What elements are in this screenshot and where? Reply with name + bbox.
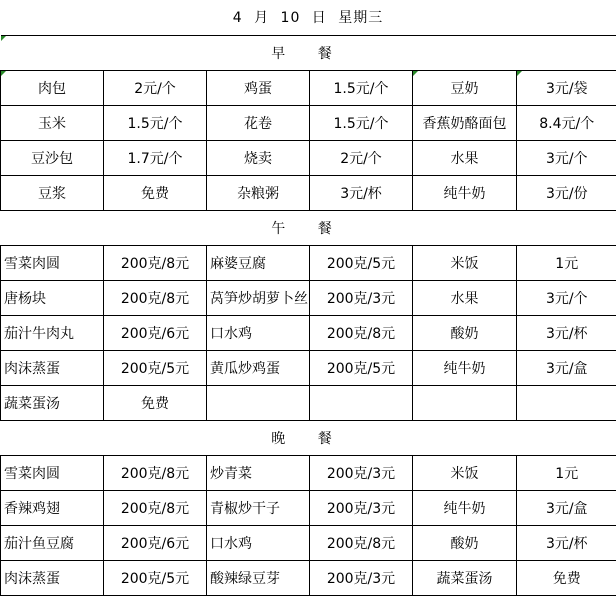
price-cell: 2元/个: [310, 141, 413, 176]
dish-name-cell: 酸奶: [413, 526, 517, 561]
price-cell: 200克/3元: [310, 281, 413, 316]
cell-corner-mark: [1, 71, 6, 76]
dish-name-cell: 茄汁牛肉丸: [1, 316, 104, 351]
dish-name-cell: 雪菜肉圆: [1, 456, 104, 491]
dish-name-cell: 蔬菜蛋汤: [413, 561, 517, 596]
dish-name-cell: 豆浆: [1, 176, 104, 211]
lunch-row: [1, 316, 616, 351]
lunch-header-row: [1, 211, 616, 246]
breakfast-heading: 早 餐: [1, 36, 616, 71]
dinner-heading: 晚 餐: [1, 421, 616, 456]
price-cell: 2元/个: [104, 71, 207, 106]
price-cell: 1元: [517, 456, 616, 491]
price-cell: 200克/5元: [104, 351, 207, 386]
dinner-row: [1, 526, 616, 561]
dish-name-cell: 酸辣绿豆芽: [207, 561, 310, 596]
breakfast-row: [1, 106, 616, 141]
dish-name-cell: 肉沫蒸蛋: [1, 351, 104, 386]
price-cell: 200克/8元: [310, 316, 413, 351]
dish-name-cell: [413, 386, 517, 421]
dish-name-cell: 黄瓜炒鸡蛋: [207, 351, 310, 386]
price-cell: 200克/8元: [104, 246, 207, 281]
lunch-row: [1, 281, 616, 316]
price-cell: 1.5元/个: [104, 106, 207, 141]
price-cell: 200克/6元: [104, 526, 207, 561]
menu-table: [0, 35, 616, 596]
dish-name-cell: 蔬菜蛋汤: [1, 386, 104, 421]
lunch-row: [1, 351, 616, 386]
dish-name-cell: 水果: [413, 141, 517, 176]
price-cell: 200克/3元: [310, 561, 413, 596]
price-cell: 免费: [104, 386, 207, 421]
dish-name-cell: 口水鸡: [207, 316, 310, 351]
dish-name-cell: 茄汁鱼豆腐: [1, 526, 104, 561]
cell-corner-mark: [1, 36, 6, 41]
lunch-row: [1, 246, 616, 281]
dinner-header-row: [1, 421, 616, 456]
price-cell: 3元/个: [517, 281, 616, 316]
dish-name-cell: 纯牛奶: [413, 491, 517, 526]
price-cell: 1元: [517, 246, 616, 281]
price-cell: 1.7元/个: [104, 141, 207, 176]
dish-name-cell: 花卷: [207, 106, 310, 141]
dish-name-cell: 纯牛奶: [413, 176, 517, 211]
price-cell: 200克/8元: [310, 526, 413, 561]
dish-name-cell: 鸡蛋: [207, 71, 310, 106]
price-cell: 3元/个: [517, 141, 616, 176]
dish-name-cell: 玉米: [1, 106, 104, 141]
menu-date-title: 4 月 10 日 星期三: [232, 10, 384, 26]
price-cell: 免费: [517, 561, 616, 596]
price-cell: 免费: [104, 176, 207, 211]
price-cell: 200克/5元: [104, 561, 207, 596]
cell-corner-mark: [517, 71, 522, 76]
dish-name-cell: [207, 386, 310, 421]
dish-name-cell: 青椒炒干子: [207, 491, 310, 526]
price-cell: 1.5元/个: [310, 71, 413, 106]
price-cell: 3元/份: [517, 176, 616, 211]
price-cell: [517, 386, 616, 421]
price-cell: 8.4元/个: [517, 106, 616, 141]
price-cell: 3元/杯: [310, 176, 413, 211]
price-cell: 3元/盒: [517, 491, 616, 526]
price-cell: 1.5元/个: [310, 106, 413, 141]
dish-name-cell: 米饭: [413, 456, 517, 491]
dish-name-cell: 豆沙包: [1, 141, 104, 176]
dish-name-cell: 口水鸡: [207, 526, 310, 561]
price-cell: 3元/杯: [517, 316, 616, 351]
dish-name-cell: 雪菜肉圆: [1, 246, 104, 281]
price-cell: 3元/盒: [517, 351, 616, 386]
dish-name-cell: 唐杨块: [1, 281, 104, 316]
price-cell: 3元/袋: [517, 71, 616, 106]
dish-name-cell: 水果: [413, 281, 517, 316]
lunch-row: [1, 386, 616, 421]
dish-name-cell: 炒青菜: [207, 456, 310, 491]
dish-name-cell: 肉包: [1, 71, 104, 106]
dish-name-cell: 杂粮粥: [207, 176, 310, 211]
price-cell: 200克/8元: [104, 491, 207, 526]
price-cell: [310, 386, 413, 421]
dish-name-cell: 米饭: [413, 246, 517, 281]
breakfast-row: [1, 71, 616, 106]
cell-corner-mark: [413, 71, 418, 76]
breakfast-header-row: [1, 36, 616, 71]
dish-name-cell: 烧卖: [207, 141, 310, 176]
dish-name-cell: 香辣鸡翅: [1, 491, 104, 526]
dish-name-cell: 肉沫蒸蛋: [1, 561, 104, 596]
dish-name-cell: 香蕉奶酪面包: [413, 106, 517, 141]
dinner-row: [1, 456, 616, 491]
price-cell: 200克/8元: [104, 456, 207, 491]
price-cell: 200克/3元: [310, 456, 413, 491]
dinner-row: [1, 491, 616, 526]
dish-name-cell: 纯牛奶: [413, 351, 517, 386]
dinner-row: [1, 561, 616, 596]
dish-name-cell: 豆奶: [413, 71, 517, 106]
price-cell: 200克/3元: [310, 491, 413, 526]
breakfast-row: [1, 141, 616, 176]
price-cell: 200克/5元: [310, 246, 413, 281]
dish-name-cell: 莴笋炒胡萝卜丝: [207, 281, 310, 316]
breakfast-row: [1, 176, 616, 211]
dish-name-cell: 酸奶: [413, 316, 517, 351]
price-cell: 200克/8元: [104, 281, 207, 316]
price-cell: 3元/杯: [517, 526, 616, 561]
price-cell: 200克/5元: [310, 351, 413, 386]
lunch-heading: 午 餐: [1, 211, 616, 246]
dish-name-cell: 麻婆豆腐: [207, 246, 310, 281]
price-cell: 200克/6元: [104, 316, 207, 351]
